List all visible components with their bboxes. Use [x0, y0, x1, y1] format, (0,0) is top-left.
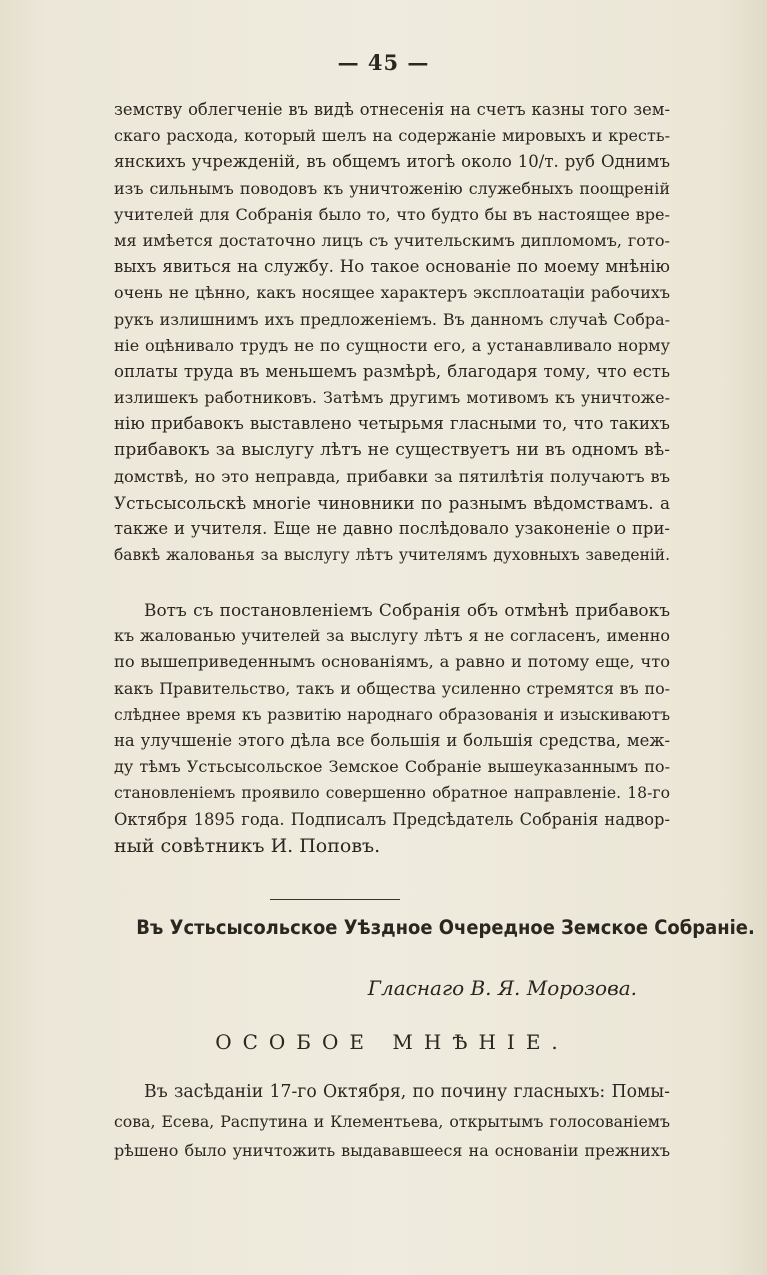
text-line: очень не цѣнно, какъ носящее характеръ эксплоатаціи рабочихъ	[114, 283, 670, 303]
text-line: учителей для Собранія было то, что будто бы въ настоящее вре-	[114, 204, 670, 224]
text-line: къ жалованью учителей за выслугу лѣтъ я не согласенъ, именно	[114, 626, 670, 646]
text-line: янскихъ учрежденій, въ общемъ итогѣ около 10/т. руб Однимъ	[114, 152, 670, 172]
text-line: бавкѣ жалованья за выслугу лѣтъ учителямъ духовныхъ заведеній.	[114, 546, 670, 565]
text-line: прибавокъ за выслугу лѣтъ не существуетъ ни въ одномъ вѣ-	[114, 440, 670, 461]
text-line: оплаты труда въ меньшемъ размѣрѣ, благодаря тому, что есть	[114, 361, 670, 381]
text-line: излишекъ работниковъ. Затѣмъ другимъ мотивомъ къ уничтоже-	[114, 388, 670, 408]
text-line: рукъ излишнимъ ихъ предложеніемъ. Въ данномъ случаѣ Собра-	[114, 309, 670, 329]
text-line: Въ засѣданіи 17-го Октября, по почину гласныхъ: Помы-	[144, 1082, 670, 1102]
text-line: слѣднее время къ развитію народнаго образованія и изыскиваютъ	[114, 705, 670, 724]
text-line: нію прибавокъ выставлено четырьмя гласными то, что такихъ	[114, 414, 670, 434]
author-line: Гласнаго В. Я. Морозова.	[367, 976, 637, 1000]
section-divider	[270, 899, 400, 900]
text-line: Устьсысольскѣ многіе чиновники по разнымъ вѣдомствамъ. а	[114, 492, 670, 513]
text-line: по вышеприведеннымъ основаніямъ, а равно и потому еще, что	[114, 652, 670, 672]
text-line: домствѣ, но это неправда, прибавки за пятилѣтія получаютъ въ	[114, 466, 670, 486]
section-heading: Въ Устьсысольское Уѣздное Очередное Земское Собраніе.	[136, 916, 755, 939]
opinion-title: ОСОБОЕ МНѢНІЕ.	[215, 1030, 569, 1054]
text-line: выхъ явиться на службу. Но такое основаніе по моему мнѣнію	[114, 257, 670, 277]
text-line: земству облегченіе въ видѣ отнесенія на счетъ казны того зем-	[114, 100, 670, 119]
text-line: какъ Правительство, такъ и общества усиленно стремятся въ по-	[114, 678, 670, 698]
paragraph-2	[114, 597, 670, 859]
text-line: на улучшеніе этого дѣла все большія и большія средства, меж-	[114, 730, 670, 750]
text-line: Октября 1895 года. Подписалъ Предсѣдатель Собранія надвор-	[114, 809, 670, 829]
text-line: скаго расхода, который шелъ на содержаніе мировыхъ и кресть-	[114, 126, 670, 146]
text-line: становленіемъ проявило совершенно обратное направленіе. 18-го	[114, 783, 670, 803]
text-line: изъ сильнымъ поводовъ къ уничтоженію служебныхъ поощреній	[114, 178, 670, 198]
text-line: Вотъ съ постановленіемъ Собранія объ отмѣнѣ прибавокъ	[144, 600, 670, 620]
text-line: рѣшено было уничтожить выдававшееся на основаніи прежнихъ	[114, 1141, 670, 1160]
text-line: ніе оцѣнивало трудъ не по сущности его, а устанавливало норму	[114, 335, 670, 355]
text-line: сова, Есева, Распутина и Клементьева, открытымъ голосованіемъ	[114, 1112, 670, 1131]
text-line: мя имѣется достаточно лицъ съ учительскимъ дипломомъ, гото-	[114, 230, 670, 250]
page-number: — 45 —	[337, 50, 430, 75]
text-line: также и учителя. Еще не давно послѣдовало узаконеніе о при-	[114, 519, 670, 538]
paragraph-3	[114, 1078, 670, 1165]
paragraph-1	[114, 97, 670, 568]
text-line: ду тѣмъ Устьсысольское Земское Собраніе вышеуказаннымъ по-	[114, 757, 670, 777]
text-line: ный совѣтникъ И. Поповъ.	[114, 834, 381, 857]
